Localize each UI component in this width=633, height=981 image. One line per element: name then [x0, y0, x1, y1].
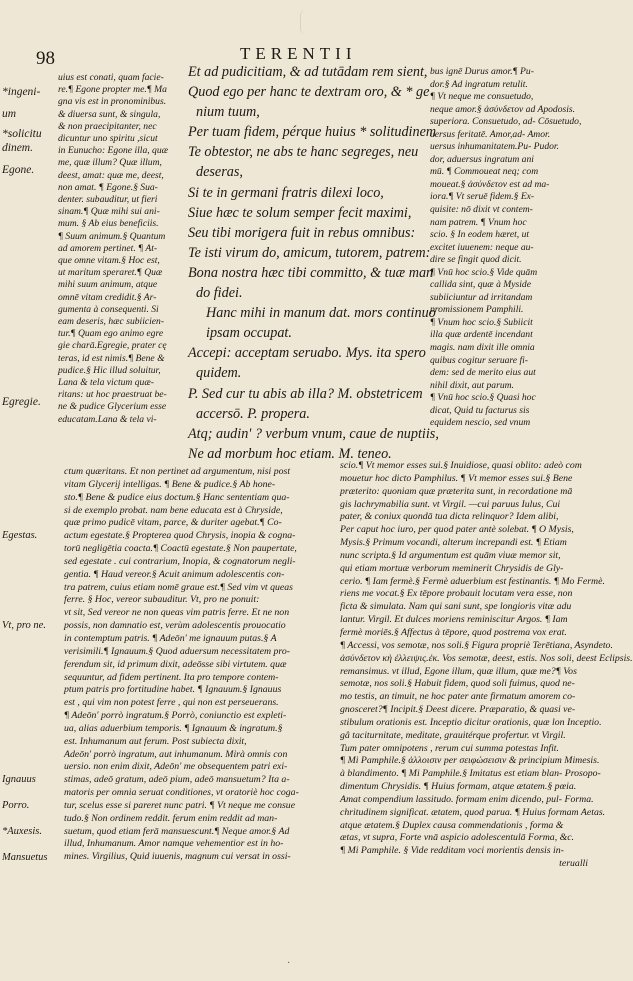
- verse-line: Te isti virum do, amicum, tutorem, patrem:: [188, 244, 431, 261]
- commentary-line: equidem nescio, sed vnum: [430, 417, 531, 429]
- folio-number: 98: [36, 48, 55, 69]
- margin-note: *Auxesis.: [2, 826, 42, 837]
- commentary-line: dicat, Quid tu facturus sis: [430, 404, 530, 416]
- commentary-line: educatam.Lana & tela vi-: [58, 413, 157, 425]
- commentary-line: iora.¶ Vt seruē fidem.§ Ex-: [430, 191, 535, 203]
- commentary-line: superiora. Consuetudo, ad- Cōsuetudo,: [430, 116, 582, 128]
- verse-line: Si te in germani fratris dilexi loco,: [188, 184, 384, 201]
- commentary-line: excitet iuuenem: neque au-: [430, 241, 534, 253]
- commentary-line: scio. § In eodem hæret, ut: [430, 229, 530, 241]
- commentary-line: semotæ, nos soli.§ Habuit fidem, quod soli fuimus, quod ne-: [340, 678, 575, 690]
- commentary-line: suetum, quod etiam ferā mansuescunt.¶ Neque amor.§ Ad: [64, 825, 290, 837]
- margin-note: Egregie.: [2, 396, 41, 408]
- commentary-line: actum egestate.§ Propterea quod Chrysis, inopia & cogna-: [64, 530, 296, 542]
- commentary-line: gnosceret?¶ Incipit.§ Deest dicere. Præparatio, & quasi ve-: [340, 704, 576, 716]
- commentary-line: pudice.§ Hic illud soluitur,: [58, 364, 161, 376]
- commentary-line: uersus feritatē. Amor,ad- Amor.: [430, 128, 551, 140]
- watermark-mark: [300, 10, 311, 34]
- commentary-line: ¶ Mi Pamphile. § Vide redditam voci morientis densis in-: [340, 845, 564, 857]
- commentary-line: fermè moriēs.§ Affectus à tēpore, quod postrema vox erat.: [340, 626, 567, 638]
- commentary-line: dimentum Chrysidis. ¶ Huius formam, atque ætatem.§ pœia.: [340, 781, 577, 793]
- commentary-line: Per caput hoc iuro, per quod pater antè solebat. ¶ O Mysis,: [340, 524, 574, 536]
- commentary-line: uius est conati, quam facie-: [58, 72, 164, 83]
- commentary-line: gis lachrymabilia sunt. vt Virgil. —cui paruus Iulus, Cui: [340, 498, 561, 510]
- commentary-line: Lana & tela victum quæ-: [58, 377, 154, 389]
- commentary-line: deest, amat: quæ me, deest,: [58, 169, 164, 181]
- commentary-line: lantur. Virgil. Et dulces moriens reminiscitur Argos. ¶ Iam: [340, 614, 568, 626]
- commentary-line: dor, aduersus ingratum ani: [430, 153, 534, 165]
- verse-line: Hanc mihi in manum dat. mors continuo: [206, 305, 436, 322]
- commentary-line: re.¶ Egone propter me.¶ Ma: [58, 84, 167, 96]
- commentary-line: & diuersa sunt, & singula,: [58, 108, 161, 120]
- commentary-line: uersus inhumanitatem.Pu- Pudor.: [430, 141, 559, 153]
- commentary-line: in Eunucho: Egone illa, quæ: [58, 145, 169, 157]
- commentary-line: gie charā.Egregie, prater cę: [58, 340, 167, 352]
- running-head: TERENTII: [240, 44, 357, 63]
- commentary-line: magis. nam dixit ille omnia: [430, 342, 535, 354]
- verse-line: P. Sed cur tu abis ab illa? M. obstetricem: [188, 385, 423, 402]
- commentary-line: sinam.¶ Quæ mihi sui ani-: [58, 206, 160, 218]
- margin-note: Egone.: [2, 164, 35, 176]
- commentary-line: præterito: quoniam quæ præterita sunt, in recordatione mā: [340, 485, 573, 497]
- verse-line: deseras,: [196, 164, 243, 181]
- verse-line: Ne ad morbum hoc etiam. M. teneo.: [188, 445, 392, 462]
- commentary-line: pater, & coniux quondā tua dicta relinquor? Idem alibi,: [340, 511, 559, 523]
- commentary-line: riens me vocat.§ Ex tēpore probauit locutam vera esse, non: [340, 588, 573, 600]
- verse-line: quidem.: [196, 365, 242, 382]
- commentary-line: sed egestate . cui contrarium, Inopia, & cognatorum negli-: [64, 555, 296, 567]
- verse-line: Per tuam fidem, pérque huius * solitudinem: [188, 124, 437, 141]
- commentary-line: tra patrem, cuius etiam nomē graue est.¶ Sed vim vt queas: [64, 581, 293, 593]
- commentary-line: vitam Glycerij intelligas. ¶ Bene & pudice.§ Ab hone-: [64, 478, 276, 490]
- commentary-line: ¶ Mi Pamphile.§ ἀλλοισιν per σειφώσεισιν & principium Mimesis.: [340, 755, 600, 767]
- commentary-line: tur.¶ Quam ego animo egre: [58, 328, 164, 340]
- commentary-line: quisite: nō dixit vt contem-: [430, 204, 533, 216]
- commentary-line: ¶ Accessi, vos semotæ, nos soli.§ Figura propriè Terētiana, Asyndeto.: [340, 639, 613, 651]
- commentary-line: moueat.§ ἀσύνδετον est ad ma-: [430, 178, 550, 190]
- commentary-line: denter. subauditur, ut fieri: [58, 194, 158, 206]
- commentary-line: ¶ Adeōn' porrò ingratum.§ Porrò, coniunctio est expleti-: [64, 710, 287, 722]
- commentary-line: quibus cogitur seruare fi-: [430, 354, 528, 366]
- commentary-line: non amat. ¶ Egone.§ Sua-: [58, 181, 158, 193]
- commentary-line: ficta & simulata. Nam qui sani sunt, spe longioris vitæ adu: [340, 601, 572, 613]
- commentary-line: mum. § Ab eius beneficiis.: [58, 218, 159, 230]
- margin-note: Vt, pro ne.: [2, 620, 46, 631]
- commentary-line: à blandimento. ¶ Mi Pamphile.§ Imitatus est etiam blan- Prosopo-: [340, 768, 601, 780]
- commentary-line: mo testis, an timuit, ne hoc pater ante firmatum amorem co-: [340, 691, 576, 703]
- commentary-line: stibulum orationis est. Inceptio dicitur orationis, quæ lon Inceptio.: [340, 716, 602, 728]
- commentary-line: Adeōn' porrò ingratum, aut inhumanum. Mirà omnis con: [64, 748, 288, 760]
- commentary-line: nunc scripta.§ Id argumentum est quām viuæ memor sit,: [340, 549, 561, 561]
- commentary-line: ad amorem pertinet. ¶ At-: [58, 242, 158, 254]
- commentary-line: mū. ¶ Commoueat neq; com: [430, 166, 539, 178]
- commentary-line: sto.¶ Bene & pudice eius doctum.§ Hanc sententiam qua-: [64, 491, 290, 503]
- commentary-line: ritans: ut hoc praestruat be-: [58, 389, 167, 401]
- commentary-line: qui etiam mortuæ verborum meminerit Chrysidis de Gly-: [340, 562, 564, 574]
- commentary-line: Mysis.§ Primum vocandi, alterum increpandi est. ¶ Etiam: [340, 537, 567, 549]
- commentary-line: Tum pater omnipotens , rerum cui summa potestas Infit.: [340, 742, 559, 754]
- commentary-line: est , qui vim non potest ferre , qui non est perseuerans.: [64, 697, 279, 709]
- commentary-line: gâ taciturnitate, meditate, grauitérque profertur. vt Virgil.: [340, 729, 566, 741]
- commentary-line: terualli: [559, 858, 588, 870]
- verse-line: Siue hæc te solum semper fecit maximi,: [188, 204, 412, 221]
- margin-note: Porro.: [2, 800, 30, 811]
- bottom-right-commentary: [340, 460, 633, 871]
- commentary-line: bus ignē Durus amor.¶ Pu-: [430, 66, 534, 77]
- commentary-line: ¶ Vt neque me consuetudo,: [430, 91, 534, 103]
- left-commentary: [58, 72, 186, 426]
- play-verse: [188, 62, 439, 464]
- commentary-line: omnē vitam credidit.§ Ar-: [58, 291, 157, 303]
- commentary-line: nam patrem. ¶ Vnum hoc: [430, 216, 527, 228]
- commentary-line: in contemptum patris. ¶ Adeōn' me ignauum putas.§ A: [64, 632, 277, 644]
- commentary-line: me, quæ illum? Quæ illum,: [58, 157, 162, 169]
- verse-line: ipsam occupat.: [206, 325, 292, 342]
- commentary-line: dicuntur uno spiritu ,sicut: [58, 133, 158, 145]
- ink-speck-mark: ·: [287, 958, 291, 969]
- commentary-line: ¶ Vnū hoc scio.§ Vide quām: [430, 266, 538, 278]
- commentary-line: mouetur hoc dicto Pamphilus. ¶ Vt memor esses sui.§ Bene: [340, 472, 573, 484]
- commentary-line: ctum quæritans. Et non pertinet ad argumentum, nisi post: [64, 466, 291, 477]
- commentary-line: ¶ Vnū hoc scio.§ Quasi hoc: [430, 392, 536, 404]
- commentary-line: sequuntur, ad fidem pertinent. Ita pro tempore contem-: [64, 671, 279, 683]
- commentary-line: Amat compendium lassitudo. formam enim dicendo, pul- Forma.: [340, 793, 594, 805]
- commentary-line: ¶ Suum animum.§ Quantum: [58, 230, 166, 242]
- commentary-line: matoris per omnia seruat conditiones, vt oratoriè hoc coga-: [64, 787, 299, 799]
- commentary-line: quæ primo pudicē vitam, parce, & duriter agebat.¶ Co-: [64, 517, 282, 529]
- commentary-line: remansimus. vt illud, Egone illum, quæ illum, quæ me?¶ Vos: [340, 665, 577, 677]
- commentary-line: ferre. § Hoc, vereor subauditur. Vt, pro ne ponuit:: [64, 594, 260, 606]
- commentary-line: tur, scelus esse si pareret nunc patri. ¶ Vt neque me consue: [64, 799, 296, 811]
- commentary-line: ne & pudice Glycerium esse: [58, 401, 167, 413]
- commentary-line: ætas, vt supra, Forte vnā aspicio adolescentulā Forma, &c.: [340, 832, 575, 844]
- verse-line: Accepi: acceptam seruabo. Mys. ita spero: [188, 345, 426, 362]
- verse-line: Et ad pudicitiam, & ad tutādam rem sient,: [188, 64, 428, 80]
- margin-note: um: [2, 108, 17, 120]
- commentary-line: gumenta à consequenti. Si: [58, 303, 159, 315]
- commentary-line: ἀσύνδετον κὴ ἐλλειψις.ἐκ. Vos semotæ, deest, estis. Nos soli, deest Eclipsis.: [340, 652, 633, 664]
- commentary-line: nihil dixit, aut parum.: [430, 379, 514, 391]
- commentary-line: neque amor.§ ἀσύνδετον ad Apodosis.: [430, 103, 576, 115]
- commentary-line: callida sint, quæ à Myside: [430, 279, 531, 291]
- verse-line: Quod ego per hanc te dextram oro, & * ge: [188, 84, 430, 101]
- commentary-line: ¶ Vnum hoc scio.§ Subiicit: [430, 316, 533, 328]
- commentary-line: scio.¶ Vt memor esses sui.§ Inuidiose, quasi oblito: adeò com: [340, 460, 582, 471]
- commentary-line: chritudinem significat. ætatem, quod parua. ¶ Huius formam Aetas.: [340, 806, 606, 818]
- commentary-line: vt sit, Sed vereor ne non queas vim patris ferre. Et ne non: [64, 607, 290, 619]
- margin-note: Ignauus: [2, 774, 36, 785]
- right-commentary: [430, 66, 580, 430]
- commentary-line: cerio. ¶ Iam fermè.§ Fermè aduerbium est festinantis. ¶ Mo Fermè.: [340, 575, 605, 587]
- verse-line: Bona nostra hæc tibi committo, & tuæ man: [188, 264, 434, 281]
- verse-line: nium tuum,: [196, 104, 260, 121]
- commentary-line: tudo.§ Non ordinem reddit. ferum enim reddit ad man-: [64, 812, 278, 824]
- commentary-line: dire se fingit quod dicit.: [430, 254, 522, 266]
- commentary-line: atque ætatem.§ Duplex causa commendationis , forma &: [340, 819, 564, 831]
- commentary-line: stimas, adeō gratum, adeō pium, adeō mansuetum? Ita a-: [64, 774, 290, 786]
- commentary-line: promissionem Pamphili.: [430, 304, 524, 316]
- verse-line: do fidei.: [196, 285, 243, 302]
- commentary-line: mihi suum animum, atque: [58, 279, 158, 291]
- verse-line: Te obtestor, ne abs te hanc segreges, neu: [188, 144, 419, 161]
- commentary-line: mines. Virgilius, Quid iuuenis, magnum cui versat in ossi-: [64, 851, 291, 863]
- commentary-line: ut maritum speraret.¶ Quæ: [58, 267, 163, 279]
- commentary-line: torū negligētia coacta.¶ Coactū egestate.§ Non paupertate,: [64, 543, 297, 555]
- commentary-line: que omne vitam.§ Hoc est,: [58, 255, 160, 267]
- commentary-line: subiiciuntur ad irritandam: [430, 291, 533, 303]
- commentary-line: est. Inhumanum aut ferum. Post subiecta dixit,: [64, 735, 247, 747]
- commentary-line: ua, alias aduerbium temporis. ¶ Ignauum & ingratum.§: [64, 722, 283, 734]
- commentary-line: dem: sed de merito eius aut: [430, 367, 536, 379]
- margin-note: Egestas.: [2, 530, 38, 541]
- commentary-line: illud, Inhumanum. Amor namque vehementior est in ho-: [64, 838, 284, 850]
- margin-note: dinem.: [2, 142, 33, 154]
- commentary-line: teras, id est nimis.¶ Bene &: [58, 352, 165, 364]
- margin-note: Mansuetus: [2, 852, 48, 863]
- commentary-line: dor.§ Ad ingratum retulit.: [430, 78, 528, 90]
- commentary-line: verisimili.¶ Ignauum.§ Quod aduersum necessitatem pro-: [64, 645, 290, 657]
- commentary-line: eam deseris, hæc subiicien-: [58, 316, 165, 328]
- verse-line: accersō. P. propera.: [196, 405, 310, 422]
- commentary-line: gna vis est in pronominibus.: [58, 96, 167, 108]
- margin-note: *ingeni-: [2, 86, 41, 98]
- margin-note: *solicitu: [2, 128, 42, 140]
- commentary-line: ferendum sit, id primum dixit, adeōsse sibi virtutem. quæ: [64, 658, 287, 670]
- commentary-line: si de exemplo probat. nam bene educata est à Chryside,: [64, 504, 283, 516]
- commentary-line: possis, non damnatio est, verùm adolescentis prouocatio: [64, 620, 286, 632]
- commentary-line: & non praecipitanter, nec: [58, 120, 157, 132]
- commentary-line: uersio. non enim dixit, Adeōn' me obsequentem patri exi-: [64, 761, 288, 773]
- commentary-line: illa quæ ardentē incendant: [430, 329, 533, 341]
- commentary-line: gentia. ¶ Haud vereor.§ Acuit animum adolescentis con-: [64, 568, 285, 580]
- verse-line: Seu tibi morigera fuit in rebus omnibus:: [188, 224, 416, 241]
- bottom-left-commentary: [64, 466, 344, 864]
- commentary-line: ptum patris pro fortitudine habet. ¶ Ignauum.§ Ignauus: [64, 684, 282, 696]
- verse-line: Atq; audin' ? verbum vnum, caue de nuptiis,: [188, 425, 439, 442]
